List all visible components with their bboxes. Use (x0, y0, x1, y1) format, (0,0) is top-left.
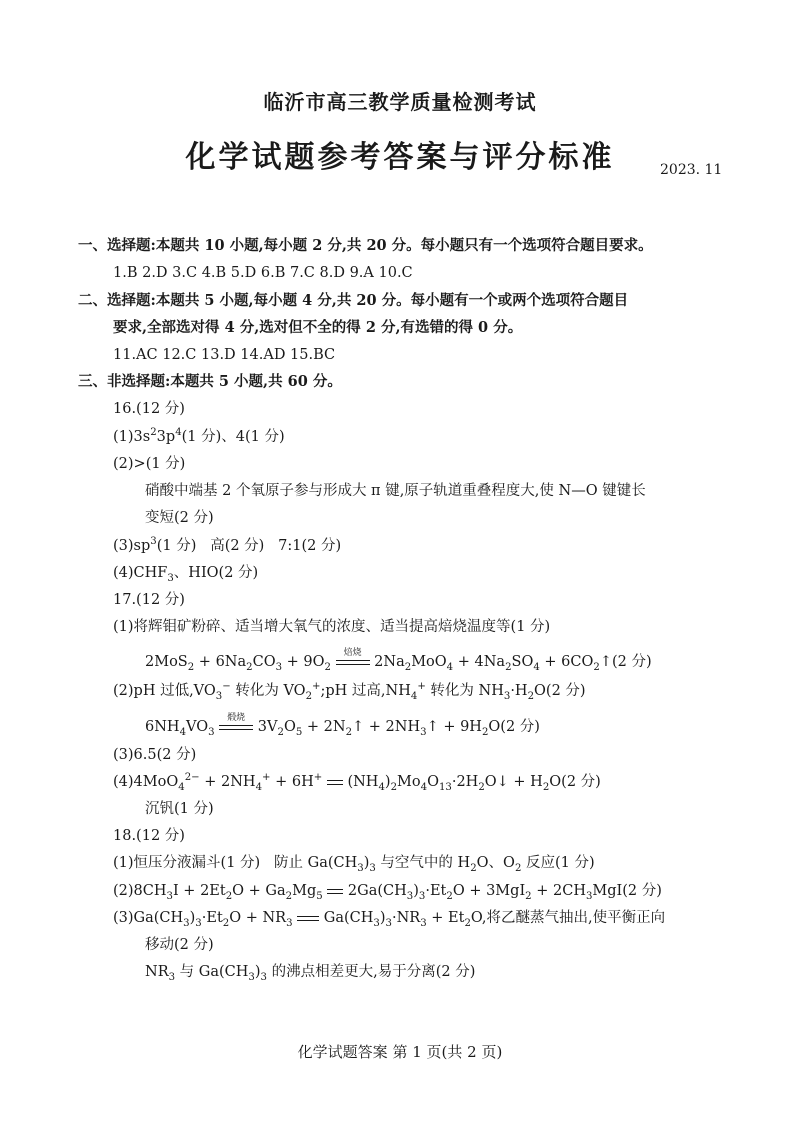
section2-heading-line2: 要求,全部选对得 4 分,选对但不全的得 2 分,有选错的得 0 分。 (113, 319, 523, 336)
q16-part2-explanation: 硝酸中端基 2 个氧原子参与形成大 π 键,原子轨道重叠程度大,使 N—O 键键长 (145, 483, 646, 499)
q16-part1: $(1)3s^23p^4(1$ 分)、4(1 分) (113, 427, 285, 445)
section1-answers: 1.B 2.D 3.C 4.B 5.D 6.B 7.C 8.D 9.A 10.C (113, 265, 413, 281)
q16-part4: $(4)CHF_3$、HIO(2 分) (113, 565, 259, 584)
section3-heading: 三、非选择题:本题共 5 小题,共 60 分。 (78, 373, 342, 390)
q17-part1-equation: $2MoS_2 + 6Na_2CO_3 + 9O_2$ 焙烧 $2Na_2MoO_4 + 4Na_2SO_4$ + $6CO_2↑(2$ 分) (145, 652, 652, 672)
q18-title: 18.(12 分) (113, 828, 185, 844)
q18-part3-cont: 移动(2 分) (145, 937, 214, 953)
q18-part3: $(3)Ga(CH_3)_3\cdot Et_2O + NR_3$ $Ga(CH_3)_3\cdot NR_3 + Et_2O$,将乙醚蒸气抽出,使平衡正向 (113, 910, 666, 929)
section1-heading: 一、选择题:本题共 10 小题,每小题 2 分,共 20 分。每小题只有一个选项符合题目要求。 (78, 237, 653, 254)
q17-part4: $(4)4MoO_4^{2-} + 2NH_4^+ + 6H^+$ $(NH_4)_2Mo_4O_{13}\cdot 2H_2O↓ + H_2O(2$ 分) (113, 772, 601, 793)
q17-title: 17.(12 分) (113, 592, 185, 608)
exam-date: 2023. 11 (660, 162, 723, 178)
q16-part2: (2)>(1 分) (113, 456, 186, 472)
roast-condition: 焙烧 (343, 648, 362, 659)
q17-part1: (1)将辉钼矿粉碎、适当增大氧气的浓度、适当提高焙烧温度等(1 分) (113, 619, 551, 635)
q17-part2: (2)pH 过低$,VO_3^-$ 转化为 $VO_2^+;pH$ 过高$,NH_4^+$ 转化为 $NH_3\cdot H_2O(2$ 分) (113, 681, 586, 702)
q16-part2-explanation-cont: 变短(2 分) (145, 510, 214, 526)
q17-part4-note: 沉钒(1 分) (145, 801, 214, 817)
q18-part1: (1)恒压分液漏斗(1 分) 防止 $Ga(CH_3)_3$ 与空气中的 $H_2O$、$O_2$ 反应(1 分) (113, 855, 595, 874)
q16-part3: $(3)sp^3(1$ 分) 高(2 分) 7:1(2 分) (113, 536, 342, 554)
page-title: 化学试题参考答案与评分标准 (185, 140, 615, 175)
q16-title: 16.(12 分) (113, 401, 185, 417)
section2-answers: 11.AC 12.C 13.D 14.AD 15.BC (113, 347, 336, 363)
q17-part3: (3)6.5(2 分) (113, 747, 197, 763)
section2-heading-line1: 二、选择题:本题共 5 小题,每小题 4 分,共 20 分。每小题有一个或两个选项符合题目 (78, 292, 629, 309)
q18-part3-reason: $NR_3$ 与 $Ga(CH_3)_3$ 的沸点相差更大,易于分离(2 分) (145, 964, 476, 983)
page-footer: 化学试题答案 第 1 页(共 2 页) (297, 1043, 503, 1061)
exam-subtitle: 临沂市高三教学质量检测考试 (263, 90, 537, 114)
calcine-condition: 煅烧 (227, 713, 246, 724)
q18-part2: $(2)8CH_3I + 2Et_2O + Ga_2Mg_5$ $2Ga(CH_3)_3\cdot Et_2O + 3MgI_2 + 2CH_3MgI(2$ 分) (113, 883, 662, 902)
q17-part2-equation: $6NH_4VO_3$ 煅烧 $3V_2O_5$ + $2N_2↑$ + $2NH_3↑ + 9H_2O(2$ 分) (145, 717, 540, 737)
